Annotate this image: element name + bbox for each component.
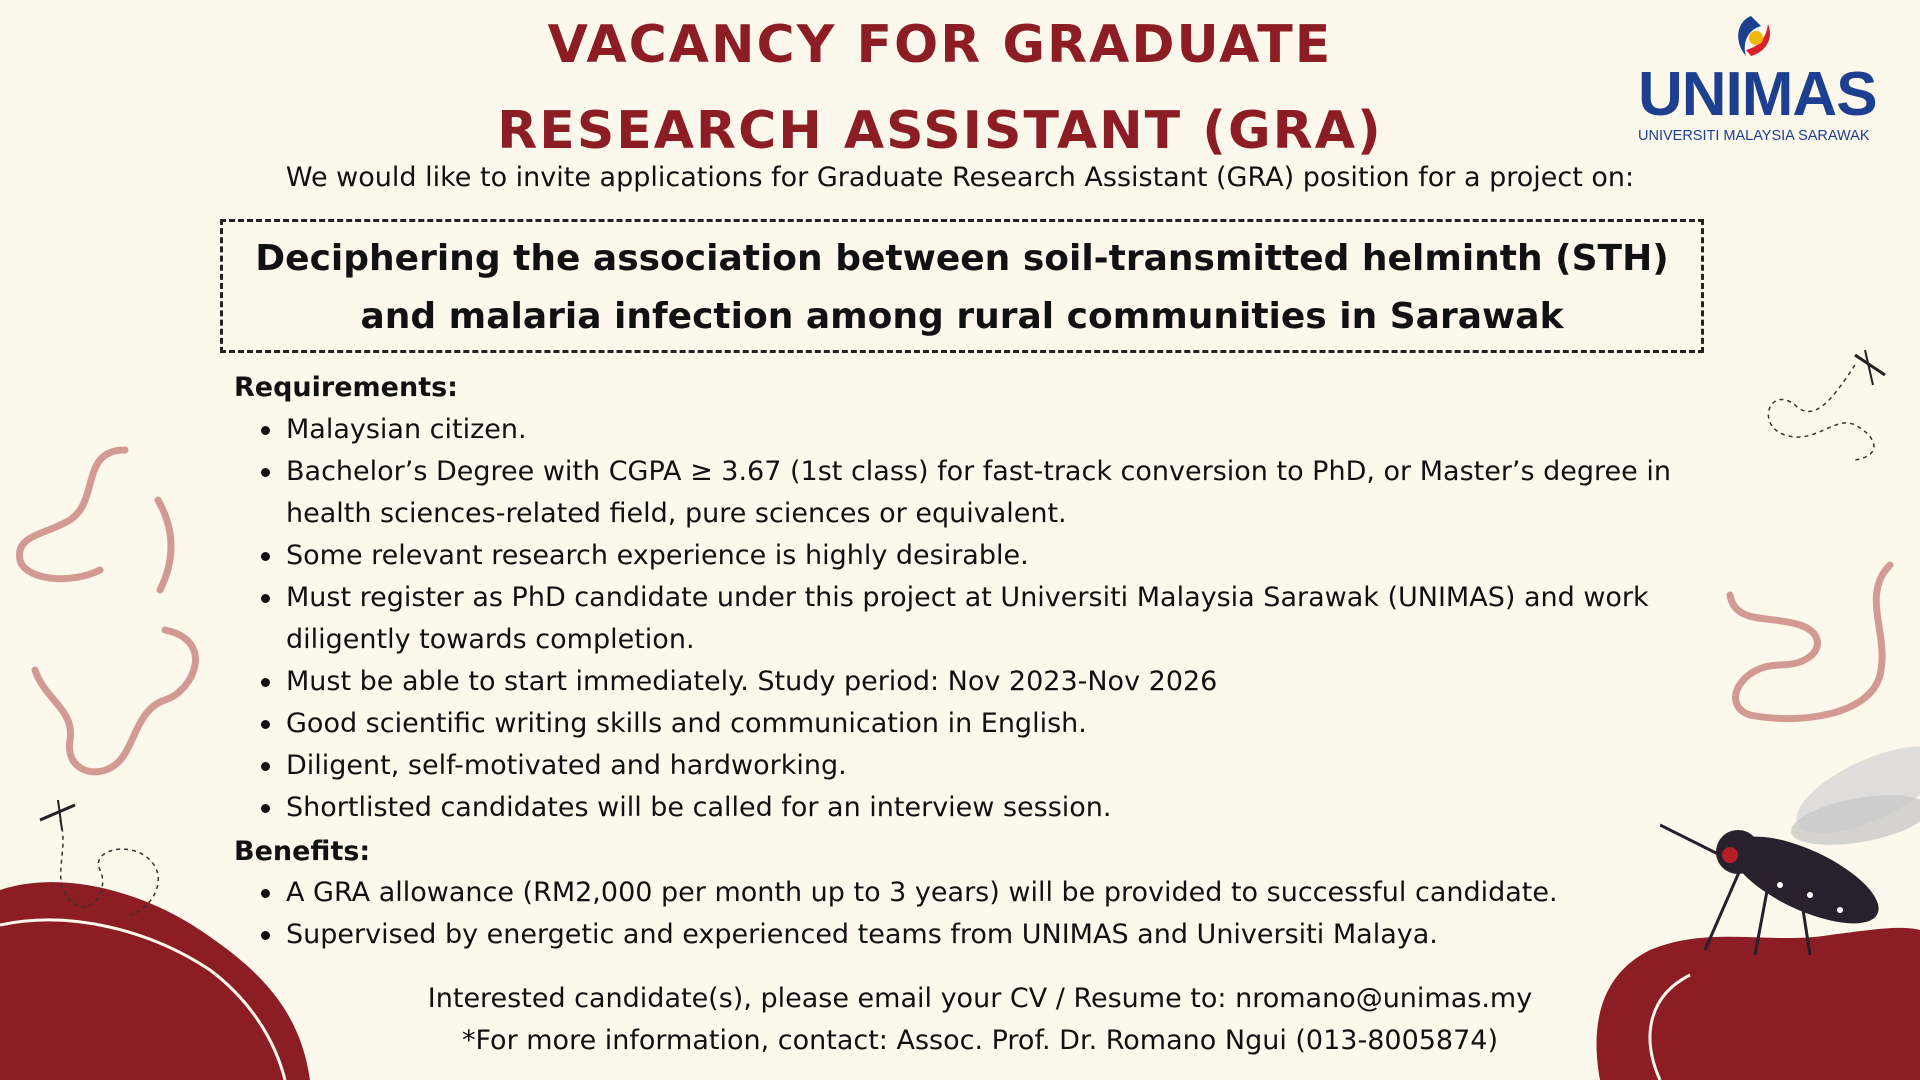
contact-info bbox=[300, 978, 1660, 1062]
list-item: Supervised by energetic and experienced teams from UNIMAS and Universiti Malaya. bbox=[234, 914, 1694, 956]
worm-right-icon bbox=[1720, 555, 1910, 740]
mosquito-illustration-icon bbox=[1660, 740, 1920, 960]
list-item: Bachelor’s Degree with CGPA ≥ 3.67 (1st class) for fast-track conversion to PhD, or Master’s degree in health sciences-related field, pure sciences or equivalent. bbox=[234, 451, 1694, 535]
worm-left-bottom-icon bbox=[25, 620, 205, 790]
requirements-list bbox=[234, 409, 1694, 829]
benefits-list bbox=[234, 872, 1694, 956]
list-item: Good scientific writing skills and communication in English. bbox=[234, 703, 1694, 745]
page-title bbox=[420, 2, 1460, 174]
requirements-heading: Requirements: bbox=[234, 372, 458, 403]
project-title bbox=[223, 230, 1701, 346]
unimas-logo bbox=[1636, 12, 1896, 142]
mosquito-flight-path-top-right-icon bbox=[1755, 345, 1895, 470]
intro-text: We would like to invite applications for Graduate Research Assistant (GRA) position for a project on: bbox=[285, 162, 1635, 193]
project-title-line-2: and malaria infection among rural communities in Sarawak bbox=[360, 296, 1564, 337]
title-line-2: RESEARCH ASSISTANT (GRA) bbox=[497, 101, 1383, 161]
list-item: Shortlisted candidates will be called for an interview session. bbox=[234, 787, 1694, 829]
logo-wordmark: UNIMAS bbox=[1638, 60, 1877, 129]
project-title-line-1: Deciphering the association between soil-transmitted helminth (STH) bbox=[255, 238, 1669, 279]
list-item: Must register as PhD candidate under this project at Universiti Malaysia Sarawak (UNIMAS) and work diligently towards completion. bbox=[234, 577, 1694, 661]
project-title-box bbox=[220, 219, 1704, 353]
list-item: Malaysian citizen. bbox=[234, 409, 1694, 451]
list-item: Must be able to start immediately. Study period: Nov 2023-Nov 2026 bbox=[234, 661, 1694, 703]
contact-email-line: Interested candidate(s), please email your CV / Resume to: nromano@unimas.my bbox=[427, 983, 1533, 1014]
list-item: Some relevant research experience is highly desirable. bbox=[234, 535, 1694, 577]
contact-phone-line: *For more information, contact: Assoc. Prof. Dr. Romano Ngui (013-8005874) bbox=[461, 1025, 1498, 1056]
worm-left-top-icon bbox=[10, 440, 180, 600]
logo-subtitle: UNIVERSITI MALAYSIA SARAWAK bbox=[1638, 128, 1870, 144]
benefits-heading: Benefits: bbox=[234, 836, 371, 867]
title-line-1: VACANCY FOR GRADUATE bbox=[547, 15, 1333, 75]
mosquito-flight-path-left-icon bbox=[30, 800, 180, 930]
list-item: Diligent, self-motivated and hardworking. bbox=[234, 745, 1694, 787]
list-item: A GRA allowance (RM2,000 per month up to 3 years) will be provided to successful candidate. bbox=[234, 872, 1694, 914]
